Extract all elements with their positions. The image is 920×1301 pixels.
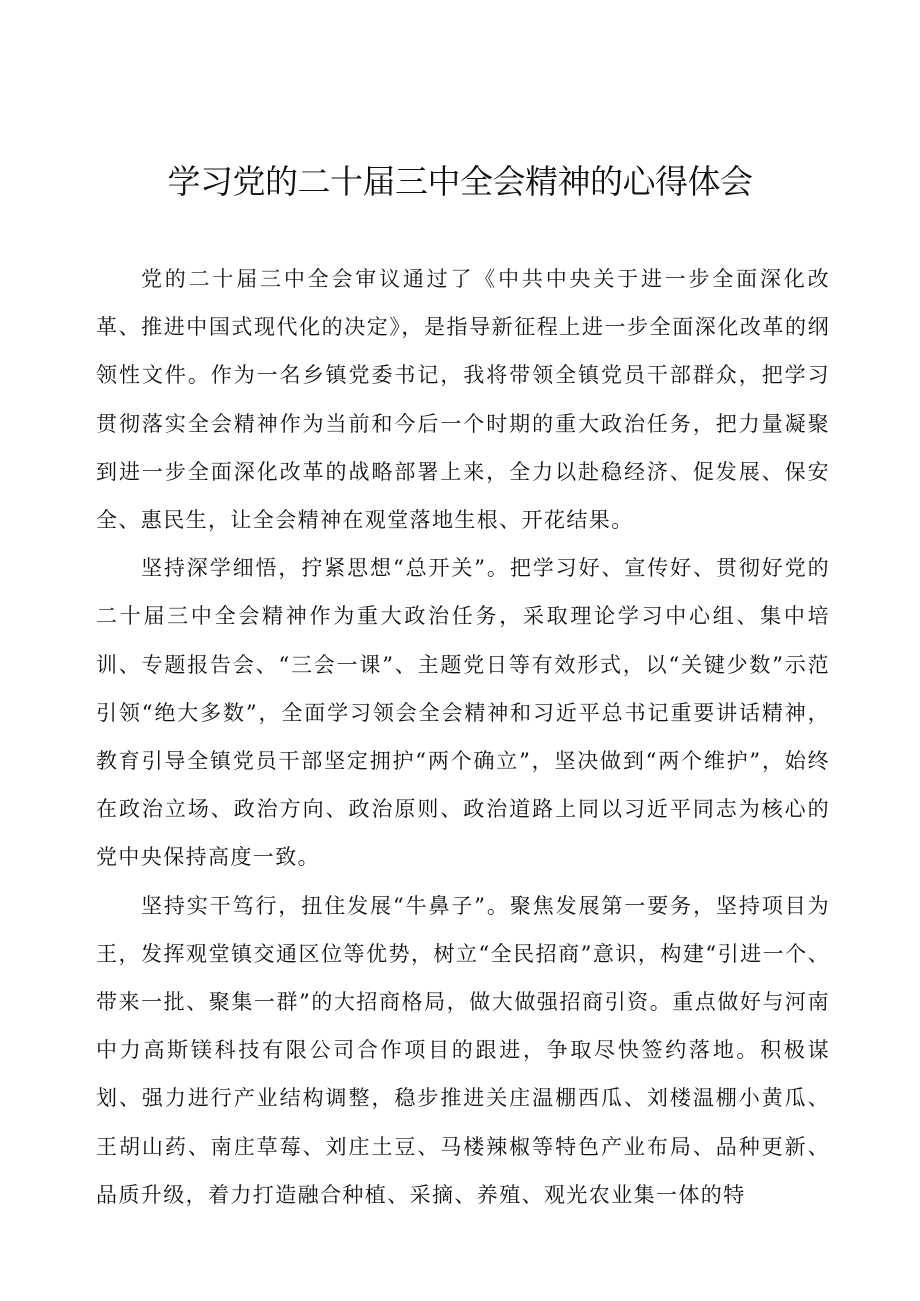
paragraph-study: 坚持深学细悟，拧紧思想“总开关”。把学习好、宣传好、贯彻好党的二十届三中全会精神作为重大政治任务，采取理论学习中心组、集中培训、专题报告会、“三会一课”、主题党日等有效形式，以“关键少数”示范引领“绝大多数”，全面学习领会全会精神和习近平总书记重要讲话精神，教育引导全镇党员干部坚定拥护“两个确立”，坚决做到“两个维护”，始终在政治立场、政治方向、政治原则、政治道路上同以习近平同志为核心的党中央保持高度一致。 [96, 556, 830, 870]
paragraph-intro: 党的二十届三中全会审议通过了《中共中央关于进一步全面深化改革、推进中国式现代化的决定》，是指导新征程上进一步全面深化改革的纲领性文件。作为一名乡镇党委书记，我将带领全镇党员干部群众，把学习贯彻落实全会精神作为当前和今后一个时期的重大政治任务，把力量凝聚到进一步全面深化改革的战略部署上来，全力以赴稳经济、促发展、保安全、惠民生，让全会精神在观堂落地生根、开花结果。 [96, 267, 830, 533]
document-body [96, 255, 830, 1219]
document-title: 学习党的二十届三中全会精神的心得体会 [167, 162, 753, 201]
paragraph-development: 坚持实干笃行，扭住发展“牛鼻子”。聚焦发展第一要务，坚持项目为王，发挥观堂镇交通区位等优势，树立“全民招商”意识，构建“引进一个、带来一批、聚集一群”的大招商格局，做大做强招商引资。重点做好与河南中力高斯镁科技有限公司合作项目的跟进，争取尽快签约落地。积极谋划、强力进行产业结构调整，稳步推进关庄温棚西瓜、刘楼温棚小黄瓜、王胡山药、南庄草莓、刘庄土豆、马楼辣椒等特色产业布局、品种更新、品质升级，着力打造融合种植、采摘、养殖、观光农业集一体的特 [96, 893, 830, 1207]
